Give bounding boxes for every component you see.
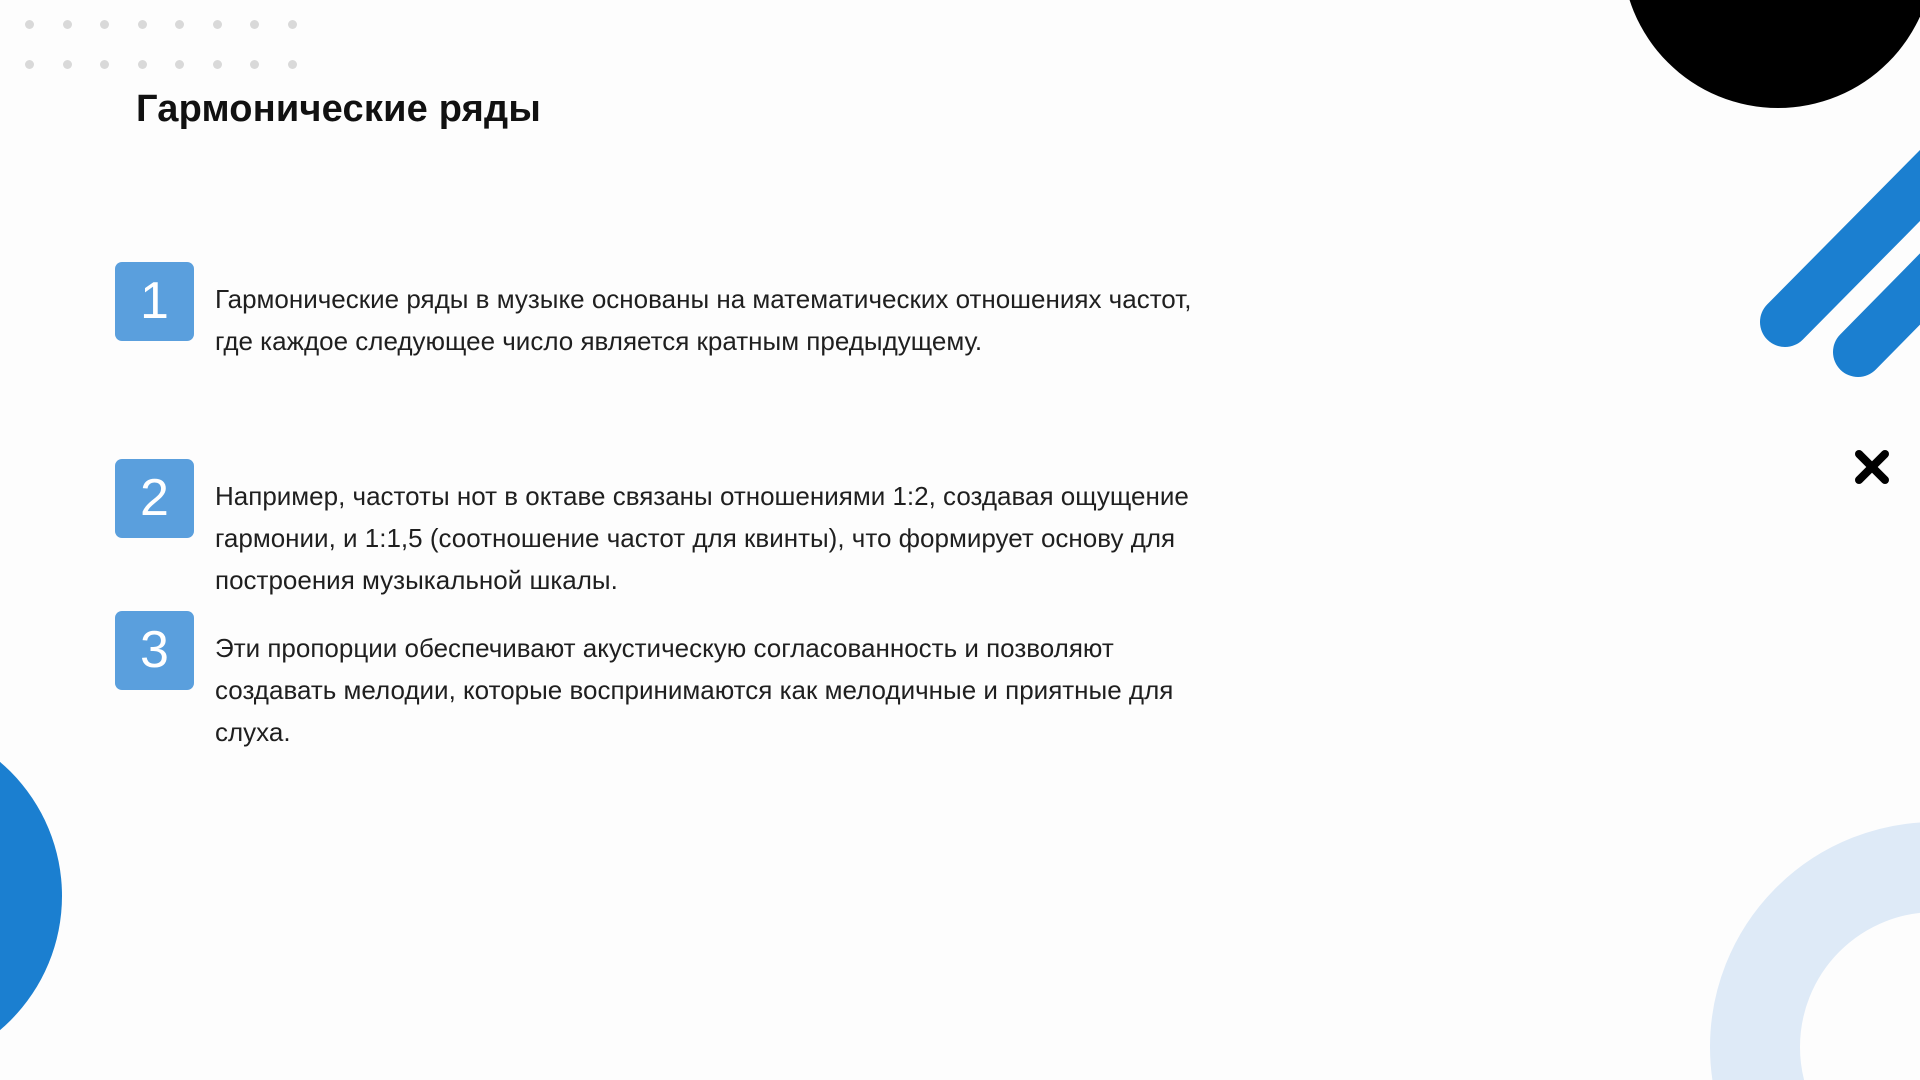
- list-item-text: Гармонические ряды в музыке основаны на математических отношениях частот, где каждое следующее число является кратным предыдущему.: [215, 284, 1192, 356]
- dot: [63, 20, 72, 29]
- dot: [100, 20, 109, 29]
- list-item-text: Эти пропорции обеспечивают акустическую согласованность и позволяют создавать мелодии, которые воспринимаются как мелодичные и приятные для слуха.: [215, 633, 1174, 747]
- dot: [250, 20, 259, 29]
- dot: [288, 60, 297, 69]
- list-item: [115, 262, 1255, 362]
- slide-title: Гармонические ряды: [136, 88, 541, 130]
- blue-stripes-decoration: [1740, 130, 1920, 380]
- black-circle-decoration: [1622, 0, 1920, 108]
- dot: [138, 20, 147, 29]
- blue-circle-decoration: [0, 720, 62, 1072]
- dot: [25, 20, 34, 29]
- list-item-text: Например, частоты нот в октаве связаны отношениями 1:2, создавая ощущение гармонии, и 1:1,5 (соотношение частот для квинты), что формирует основу для построения музыкальной шкалы.: [215, 481, 1189, 595]
- list-item: [115, 459, 1255, 601]
- dot: [288, 20, 297, 29]
- dot: [213, 20, 222, 29]
- number-badge: 2: [115, 459, 194, 538]
- dot: [213, 60, 222, 69]
- light-arc-decoration: [1710, 822, 1920, 1080]
- number-badge: 3: [115, 611, 194, 690]
- dot: [175, 60, 184, 69]
- list-item: [115, 611, 1255, 753]
- dot: [25, 60, 34, 69]
- dot: [175, 20, 184, 29]
- dot: [100, 60, 109, 69]
- dot: [138, 60, 147, 69]
- dot: [250, 60, 259, 69]
- close-icon[interactable]: [1852, 447, 1892, 487]
- number-badge: 1: [115, 262, 194, 341]
- dot: [63, 60, 72, 69]
- dot-grid-decoration: [25, 20, 305, 76]
